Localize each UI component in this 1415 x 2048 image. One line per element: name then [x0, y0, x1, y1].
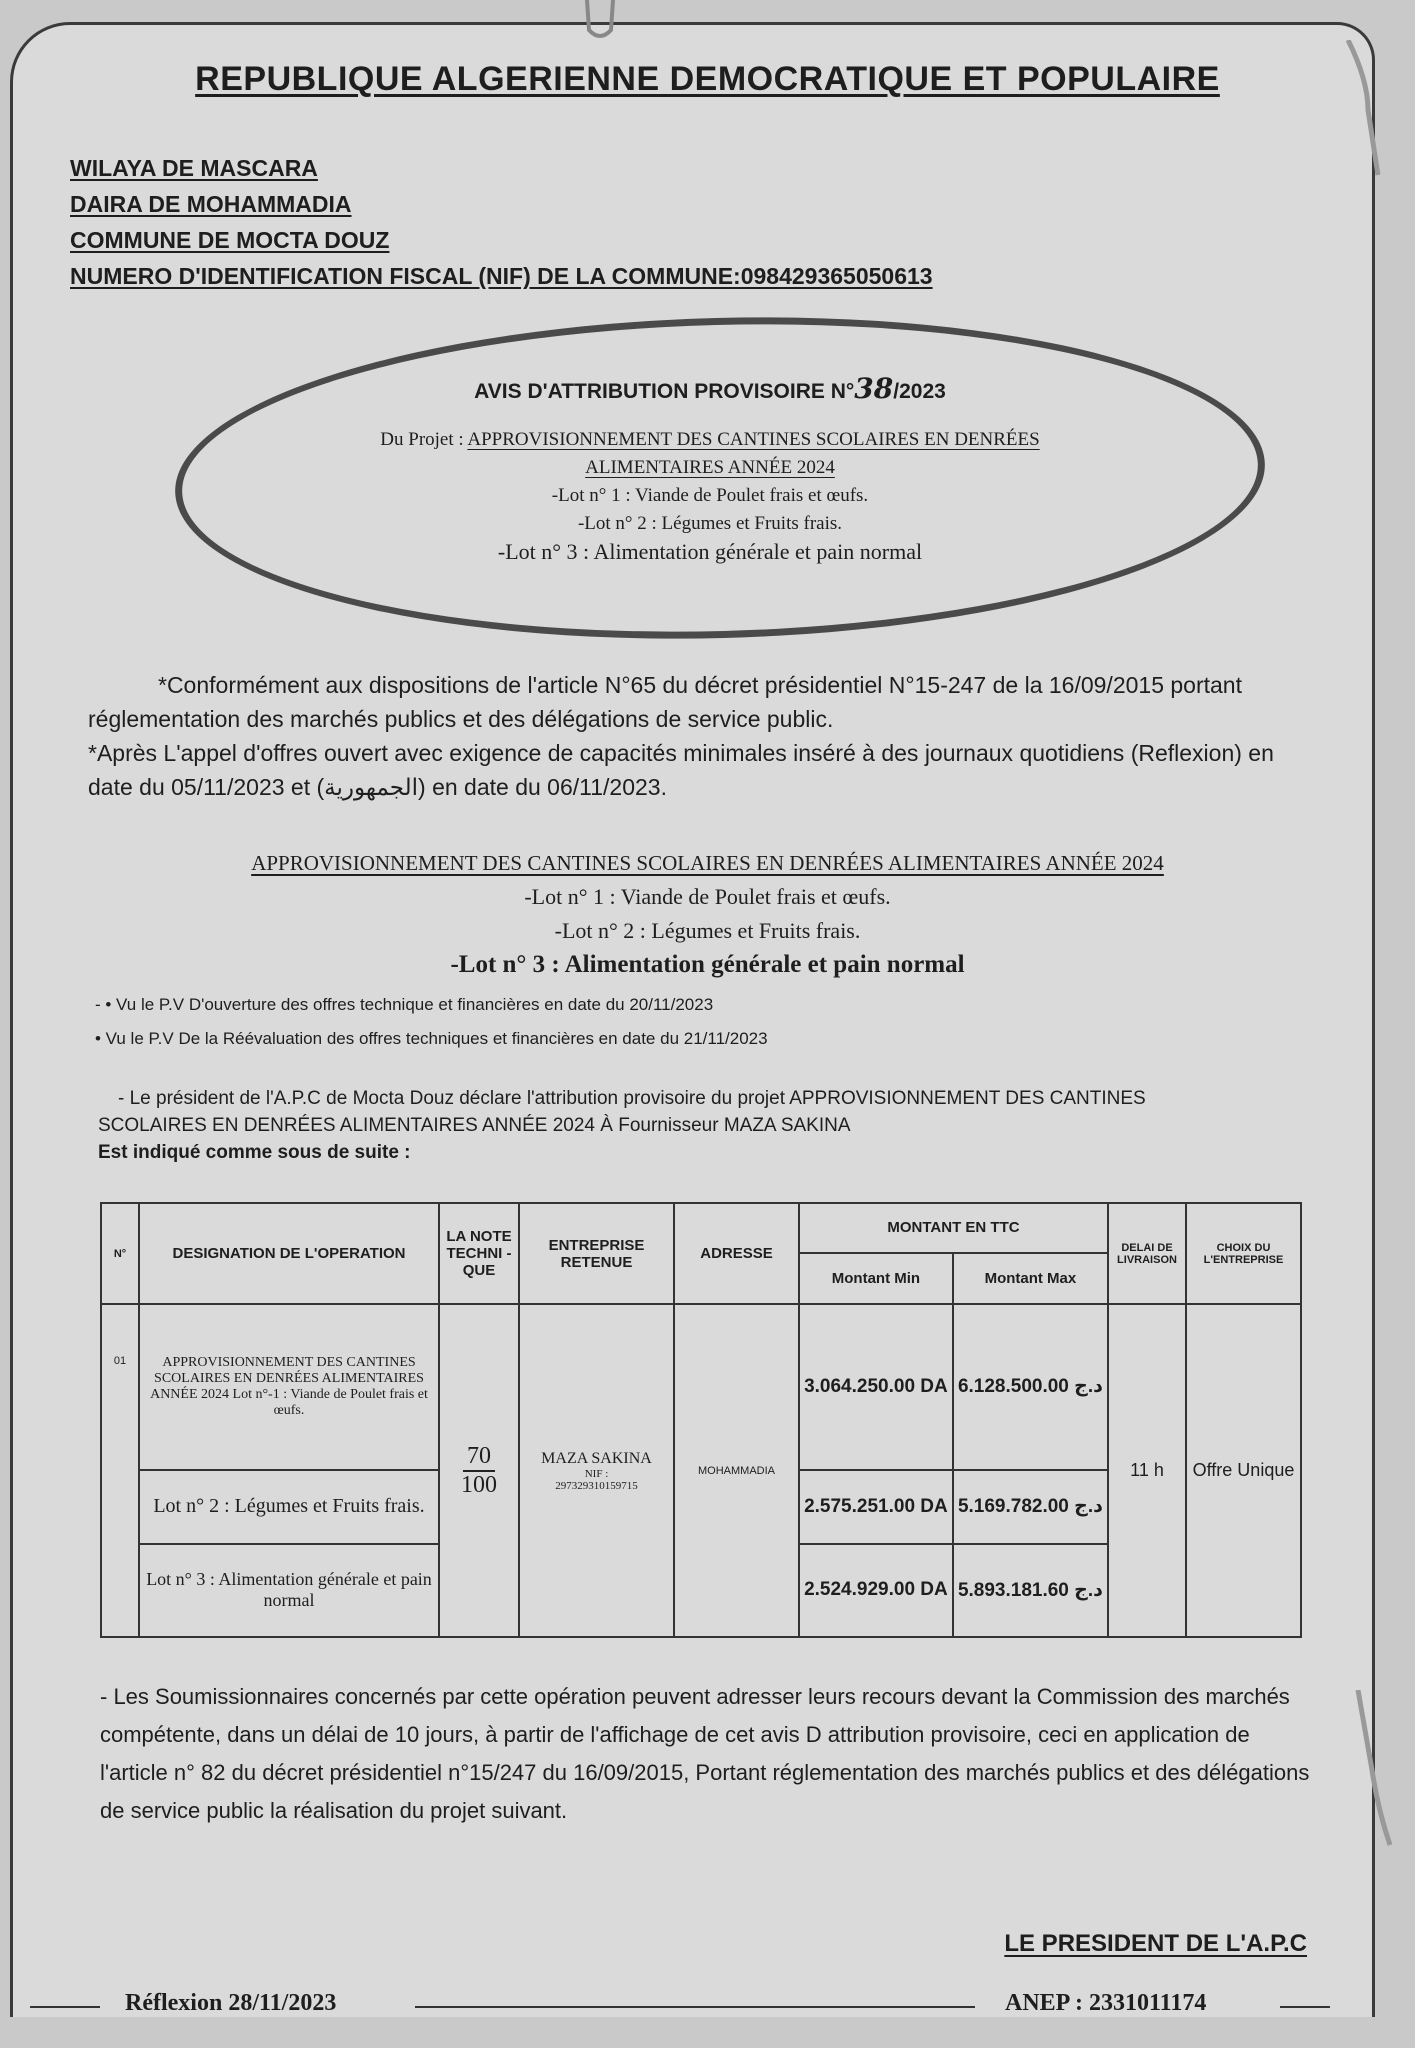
lot-1-montant-max: 6.128.500.00 د.ج: [953, 1304, 1108, 1469]
technical-note: 70 100: [439, 1304, 519, 1637]
paperclip-right-bottom-icon: [1350, 1690, 1400, 1850]
footer-rule-middle: [415, 2006, 975, 2008]
footer-rule-right: [1280, 2006, 1330, 2008]
col-header-note: LA NOTE TECHNI -QUE: [439, 1203, 519, 1304]
company-address: MOHAMMADIA: [674, 1304, 799, 1637]
declaration-line-3: Est indiqué comme sous de suite :: [98, 1142, 411, 1163]
project-block-heading: APPROVISIONNEMENT DES CANTINES SCOLAIRES EN DENRÉES ALIMENTAIRES ANNÉE 2024: [251, 851, 1164, 875]
table-row: [101, 1304, 1301, 1469]
paperclip-top-icon: [575, 0, 625, 45]
lot-3-montant-min: 2.524.929.00 DA: [799, 1544, 953, 1637]
lot-2-montant-min: 2.575.251.00 DA: [799, 1470, 953, 1544]
president-signature: LE PRESIDENT DE L'A.P.C: [1004, 1930, 1307, 1957]
pv-list: [95, 988, 768, 1056]
reflexion-date: Réflexion 28/11/2023: [125, 1990, 337, 2016]
project-block: [0, 846, 1415, 982]
lot-1-montant-min: 3.064.250.00 DA: [799, 1304, 953, 1469]
republic-heading: REPUBLIQUE ALGERIENNE DEMOCRATIQUE ET POPULAIRE: [195, 60, 1220, 98]
project-block-lot-1: -Lot n° 1 : Viande de Poulet frais et œufs.: [524, 884, 891, 909]
nif-line: NUMERO D'IDENTIFICATION FISCAL (NIF) DE LA COMMUNE:098429365050613: [70, 263, 933, 289]
commune-line: COMMUNE DE MOCTA DOUZ: [70, 227, 390, 253]
declaration-line-2: SCOLAIRES EN DENRÉES ALIMENTAIRES ANNÉE 2024 À Fournisseur MAZA SAKINA: [98, 1115, 851, 1136]
col-header-num: N°: [101, 1203, 139, 1304]
lot-1-designation: APPROVISIONNEMENT DES CANTINES SCOLAIRES EN DENRÉES ALIMENTAIRES ANNÉE 2024 Lot n°-1 : Viande de Poulet frais et œufs.: [139, 1304, 439, 1469]
col-header-adresse: ADRESSE: [674, 1203, 799, 1304]
col-header-choix: CHOIX DU L'ENTREPRISE: [1186, 1203, 1301, 1304]
pv-reevaluation: • Vu le P.V De la Réévaluation des offres techniques et financières en date du 21/11/2023: [95, 1029, 768, 1048]
wilaya-line: WILAYA DE MASCARA: [70, 155, 318, 181]
daira-line: DAIRA DE MOHAMMADIA: [70, 191, 352, 217]
col-header-montant-min: Montant Min: [799, 1253, 953, 1305]
projet-line-1: Du Projet : APPROVISIONNEMENT DES CANTINES SCOLAIRES EN DENRÉES: [380, 429, 1040, 450]
selected-company: MAZA SAKINA NIF : 297329310159715: [519, 1304, 674, 1637]
paragraph-article-65: *Conformément aux dispositions de l'article N°65 du décret présidentiel N°15-247 de la 16/09/2015 portant réglementation des marchés publics et des délégations de service public.: [88, 672, 1242, 732]
declaration-line-1: - Le président de l'A.P.C de Mocta Douz déclare l'attribution provisoire du projet APPROVISIONNEMENT DES CANTINES: [118, 1088, 1146, 1109]
avis-number: 38: [854, 372, 894, 405]
publication-footer: [0, 1990, 1415, 2030]
recours-paragraph: - Les Soumissionnaires concernés par cette opération peuvent adresser leurs recours devant la Commission des marchés compétente, dans un délai de 10 jours, à partir de l'affichage de cet avis D attribution provisoire, ceci en application de l'article n° 82 du décret présidentiel n°15/247 du 16/09/2015, Portant réglementation des marchés publics et des délégations de service public la réalisation du projet suivant.: [100, 1684, 1310, 1823]
avis-block: [330, 372, 1090, 566]
avis-lot-2: -Lot n° 2 : Légumes et Fruits frais.: [577, 513, 843, 534]
col-header-montant: MONTANT EN TTC: [799, 1203, 1108, 1253]
paragraph-appel-offres: *Après L'appel d'offres ouvert avec exigence de capacités minimales inséré à des journaux quotidiens (Reflexion) en date du 05/11/2023 et (الجمهورية) en date du 06/11/2023.: [88, 740, 1274, 800]
lot-2-montant-max: 5.169.782.00 د.ج: [953, 1470, 1108, 1544]
considerations: [88, 668, 1288, 804]
col-header-montant-max: Montant Max: [953, 1253, 1108, 1305]
delivery-delay: 11 h: [1108, 1304, 1186, 1637]
lot-3-designation: Lot n° 3 : Alimentation générale et pain normal: [139, 1544, 439, 1637]
administration-block: [70, 150, 933, 294]
attribution-table: [100, 1202, 1302, 1638]
col-header-entreprise: ENTREPRISE RETENUE: [519, 1203, 674, 1304]
project-block-lot-2: -Lot n° 2 : Légumes et Fruits frais.: [554, 918, 861, 943]
lot-3-montant-max: 5.893.181.60 د.ج: [953, 1544, 1108, 1637]
footer-rule-left: [30, 2006, 100, 2008]
company-choice: Offre Unique: [1186, 1304, 1301, 1637]
avis-title: AVIS D'ATTRIBUTION PROVISOIRE N°38/2023: [474, 372, 946, 405]
pv-ouverture: - • Vu le P.V D'ouverture des offres technique et financières en date du 20/11/2023: [95, 995, 714, 1014]
avis-lot-1: -Lot n° 1 : Viande de Poulet frais et œufs.: [551, 485, 869, 506]
col-header-designation: DESIGNATION DE L'OPERATION: [139, 1203, 439, 1304]
declaration: [98, 1085, 1298, 1166]
projet-line-2: ALIMENTAIRES ANNÉE 2024: [585, 457, 835, 478]
row-number: 01: [101, 1304, 139, 1637]
project-block-lot-3: -Lot n° 3 : Alimentation générale et pain normal: [450, 951, 965, 978]
anep-number: ANEP : 2331011174: [1005, 1990, 1207, 2016]
col-header-delai: DELAI DE LIVRAISON: [1108, 1203, 1186, 1304]
lot-2-designation: Lot n° 2 : Légumes et Fruits frais.: [139, 1470, 439, 1544]
avis-lot-3: -Lot n° 3 : Alimentation générale et pain normal: [497, 539, 923, 564]
